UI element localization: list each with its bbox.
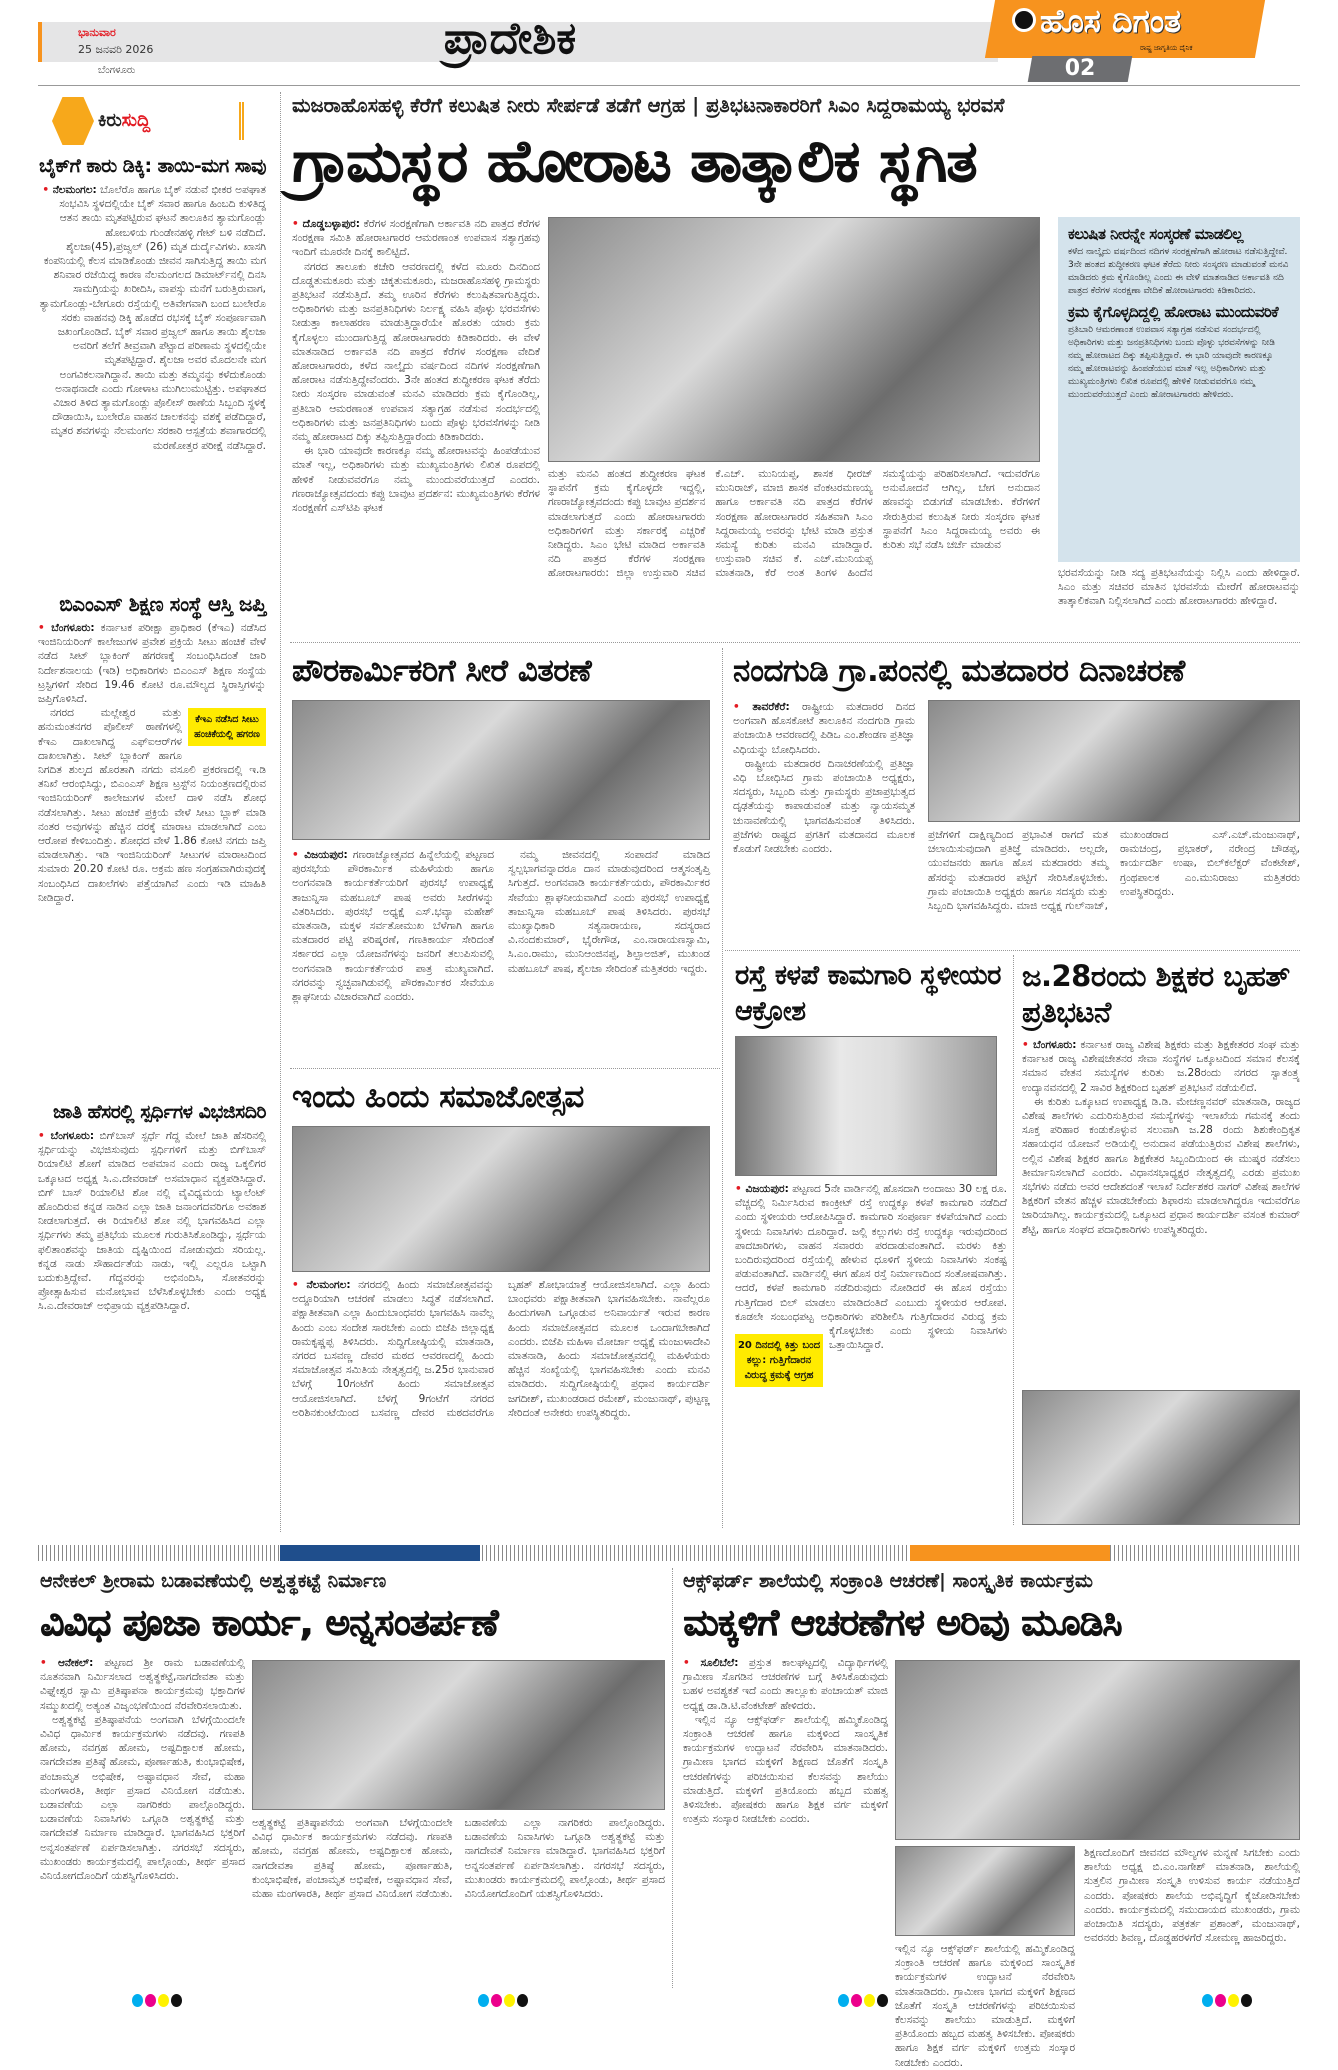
- oxford-body-col3: [895, 1942, 1075, 2069]
- header-accent-bar: [38, 22, 42, 62]
- lead-sidebar-box: [1058, 217, 1300, 562]
- jaati-body: [38, 1129, 266, 1528]
- paragraph: ರಾಷ್ಟ್ರೀಯ ಮತದಾರರ ದಿನದ ಅಂಗವಾಗಿ ಹೊಸಕೋಟೆ ತಾಲೂಕಿನ ನಂದಗುಡಿ ಗ್ರಾಮ ಪಂಚಾಯಿತಿ ಆವರಣದಲ್ಲಿ ಪಿಡಿಒ ಎಂ.ಶೇಂಡಣ ಪ್ರತಿಜ್ಞಾ ವಿಧಿಯನ್ನು ಬೋಧಿಸಿದರು.: [733, 701, 915, 756]
- paragraph: ಗಣರಾಜ್ಯೋತ್ಸವದ ಹಿನ್ನೆಲೆಯಲ್ಲಿ ಪಟ್ಟಣದ ಪುರಸಭೆಯ ಪೌರಕಾರ್ಮಿಕ ಮಹಿಳೆಯರು ಹಾಗೂ ಅಂಗನವಾಡಿ ಕಾರ್ಯಕರ್ತೆಯರಿಗೆ ಪುರಸಭೆ ಉಪಾಧ್ಯಕ್ಷೆ ತಾಜುನ್ನಿಸಾ ಮಹಬೂಬ್ ಪಾಷ ಅವರು ಸೀರೆಗಳನ್ನು ವಿತರಿಸಿದರು. ಪುರಸಭೆ ಅಧ್ಯಕ್ಷೆ ಎಸ್.ಭವ್ಯಾ ಮಹೇಶ್ ಮಾತನಾಡಿ, ಮಕ್ಕಳ ಸರ್ವತೋಮುಖ ಬೆಳೆಗಾಗಿ ಹಾಗೂ ಮತದಾರರ ಪಟ್ಟಿ ಪರಿಷ್ಕರಣೆ, ಗಣತಿಕಾರ್ಯ ಸೇರಿದಂತೆ ಸರ್ಕಾರದ ಎಲ್ಲಾ ಯೋಜನೆಗಳನ್ನು ಜನರಿಗೆ ತಲುಪಿಸುವಲ್ಲಿ ಅಂಗನವಾಡಿ ಕಾರ್ಯಕರ್ತೆಯರ ಪಾತ್ರ ಮುಖ್ಯವಾಗಿದೆ. ನಗರವನ್ನು ಸ್ವಚ್ಛವಾಗಿಡುವಲ್ಲಿ ಪೌರಕಾರ್ಮಿಕರ ಸೇವೆಯೂ ಶ್ಲಾಘನೀಯ ವಿಚಾರವಾಗಿದೆ ಎಂದರು.: [292, 849, 494, 1004]
- oxford-body-col2: [1084, 1846, 1300, 1988]
- registration-marks: [132, 1994, 182, 2007]
- dateline: • ಸೂಲಿಬೆಲೆ:: [683, 1657, 738, 1669]
- saree-body: [292, 848, 710, 1060]
- teachers-photo: [1022, 1390, 1300, 1525]
- paragraph: ಪಟ್ಟಣದ ಶ್ರೀ ರಾಮ ಬಡಾವಣೆಯಲ್ಲಿ ನೂತನವಾಗಿ ನಿರ್ಮಿಸಲಾದ ಅಶ್ವತ್ಥಕಟ್ಟೆ,ನಾಗದೇವತಾ ಮತ್ತು ವಿಘ್ನೇಶ್ವರ ಸ್ವಾಮಿ ಪ್ರತಿಷ್ಠಾಪನಾ ಕಾರ್ಯಕ್ರಮವು ಭಕ್ತಾದಿಗಳ ಸಮ್ಮುಖದಲ್ಲಿ ಅತ್ಯಂತ ವಿಜೃಂಭಣೆಯಿಂದ ನೆರವೇರಿಸಲಾಯಿತು.: [40, 1657, 245, 1712]
- separator-blue-block: [280, 1545, 480, 1561]
- kiru-suddhi-label: [98, 110, 210, 132]
- suddhi-label: ಸುದ್ದಿ: [121, 110, 151, 131]
- lead-kicker: ಮಜರಾಹೊಸಹಳ್ಳಿ ಕೆರೆಗೆ ಕಲುಷಿತ ನೀರು ಸೇರ್ಪಡೆ ತಡೆಗೆ ಆಗ್ರಹ | ಪ್ರತಿಭಟನಾಕಾರರಿಗೆ ಸಿಎಂ ಸಿದ್ದರಾಮಯ್ಯ ಭರವಸೆ: [292, 94, 1005, 117]
- registration-marks: [478, 1994, 528, 2007]
- paragraph: ನಗರದಲ್ಲಿ ಹಿಂದು ಸಮಾಜೋತ್ಸವವನ್ನು ಅದ್ದೂರಿಯಾಗಿ ಆಚರಣೆ ಮಾಡಲು ಸಿದ್ಧತೆ ನಡೆಸಲಾಗಿದೆ. ಪಕ್ಷಾತೀತವಾಗಿ ಎಲ್ಲಾ ಹಿಂದುಬಾಂಧವರು ಭಾಗವಹಿಸಿ ನಾವೆಲ್ಲ ಹಿಂದು ಎಂಬ ಸಂದೇಶ ಸಾರಬೇಕು ಎಂದು ಬಿಜೆಪಿ ಜಿಲ್ಲಾಧ್ಯಕ್ಷ ರಾಮಕೃಷ್ಣಪ್ಪ ತಿಳಿಸಿದರು. ಸುದ್ದಿಗೋಷ್ಠಿಯಲ್ಲಿ ಮಾತನಾಡಿ, ನಗರದ ಬಸವಣ್ಣ ದೇವರ ಮಠದ ಆವರಣದಲ್ಲಿ ಹಿಂದು ಸಮಾಜೋತ್ಸವ ಸಮಿತಿಯ ನೇತೃತ್ವದಲ್ಲಿ ಜ.25ರ ಭಾನುವಾರ ಬೆಳಗ್ಗೆ 10ಗಂಟೆಗೆ ಹಿಂದು ಸಮಾಜೋತ್ಸವ ಆಯೋಜಿಸಲಾಗಿದೆ. ಬೆಳಗ್ಗೆ 9ಗಂಟೆಗೆ ನಗರದ ಅರಿಶಿನಕುಂಟೆಯಿಂದ ಬಸವಣ್ಣ ದೇವರ ಮಠದವರೆಗೂ ಬೃಹತ್ ಶೋಭಾಯಾತ್ರೆ ಆಯೋಜಿಸಲಾಗಿದೆ. ಎಲ್ಲಾ ಹಿಂದು ಬಾಂಧವರು ಪಕ್ಷಾತೀತವಾಗಿ ಭಾಗವಹಿಸಬೇಕು. ನಾವೆಲ್ಲರೂ ಹಿಂದುಗಳಾಗಿ ಒಗ್ಗೂಡುವ ಅನಿವಾರ್ಯತೆ ಇರುವ ಕಾರಣ ಹಿಂದು ಸಮಾಜೋತ್ಸವದ ಮೂಲಕ ಒಂದಾಗಬೇಕಾಗಿದೆ ಎಂದರು. ಬಿಜೆಪಿ ಮಹಿಳಾ ಮೋರ್ಚಾ ಅಧ್ಯಕ್ಷೆ ಮಂಜುಳಾದೇವಿ ಮಾತನಾಡಿ, ಹಿಂದು ಸಮಾಜೋತ್ಸವದಲ್ಲಿ ಮಹಿಳೆಯರು ಹೆಚ್ಚಿನ ಸಂಖ್ಯೆಯಲ್ಲಿ ಭಾಗವಹಿಸಬೇಕು ಎಂದು ಮನವಿ ಮಾಡಿದರು. ಸುದ್ದಿಗೋಷ್ಠಿಯಲ್ಲಿ ಪ್ರಧಾನ ಕಾರ್ಯದರ್ಶಿ ಜಗದೀಶ್, ಮುಖಂಡರಾದ ರಮೇಶ್, ಮಂಜುನಾಥ್, ಪುಟ್ಟಣ್ಣ ಸೇರಿದಂತೆ ಅನೇಕರು ಉಪಸ್ಥಿತರಿದ್ದರು.: [292, 1279, 710, 1419]
- header-day: ಭಾನುವಾರ: [78, 26, 116, 39]
- accident-article: [38, 155, 266, 589]
- dateline: • ಆನೇಕಲ್:: [40, 1657, 93, 1669]
- saree-photo: [292, 700, 710, 840]
- dateline: • ನೆಲಮಂಗಲ:: [42, 184, 96, 196]
- paragraph: ಮತ್ತು ಮನವಿ ಹಂತದ ಶುದ್ಧೀಕರಣ ಘಟಕ ಸ್ಥಾಪನೆಗೆ ಕ್ರಮ ಕೈಗೊಳ್ಳದೇ ಇದ್ದಲ್ಲಿ, ಗಣರಾಜ್ಯೋತ್ಸವದಂದು ಕಪ್ಪು ಬಾವುಟ ಪ್ರದರ್ಶನ ಮಾಡಲಾಗುತ್ತದೆ ಎಂದು ಹೋರಾಟಗಾರರು ಅಧಿಕಾರಿಗಳಿಗೆ ಮತ್ತು ಸರ್ಕಾರಕ್ಕೆ ಎಚ್ಚರಿಕೆ ನೀಡಿದ್ದರು. ಸಿಎಂ ಭೇಟಿ ಮಾಡಿದ ಅರ್ಕಾವತಿ ನದಿ ಪಾತ್ರದ ಕೆರೆಗಳ ಸಂರಕ್ಷಣಾ ಹೋರಾಟಗಾರರು: ಜಿಲ್ಲಾ ಉಸ್ತುವಾರಿ ಸಚಿವ ಕೆ.ಎಚ್. ಮುನಿಯಪ್ಪ, ಶಾಸಕ ಧೀರಜ್ ಮುನಿರಾಜ್, ಮಾಜಿ ಶಾಸಕ ವೆಂಕಟರಮಣಯ್ಯ ಹಾಗೂ ಅರ್ಕಾವತಿ ನದಿ ಪಾತ್ರದ ಕೆರೆಗಳ ಸಂರಕ್ಷಣಾ ಹೋರಾಟಗಾರರ ಸಹಿತವಾಗಿ ಸಿಎಂ ಸಿದ್ದರಾಮಯ್ಯ ಅವರನ್ನು ಭೇಟಿ ಮಾಡಿ ಪ್ರಸ್ತುತ ಸಮಸ್ಯೆ ಕುರಿತು ಮನವಿ ಮಾಡಿದ್ದಾರೆ. ಉಸ್ತುವಾರಿ ಸಚಿವ ಕೆ. ಎಚ್.ಮುನಿಯಪ್ಪ ಮಾತನಾಡಿ, ಕೆರೆ ಅಂತ ತಿಂಗಳ ಹಿಂದೆನ ಸಮಸ್ಯೆಯನ್ನು ಪರಿಹರಿಸಲಾಗಿದೆ. ಇದುವರೆಗೂ ಅನುಮೋದನೆ ಆಗಿಲ್ಲ, ಬೇಗ ಅನುದಾನ ಹಣವನ್ನು ಬಿಡುಗಡೆ ಮಾಡಬೇಕು. ಕೆರೆಗಳಿಗೆ ಸೇರುತ್ತಿರುವ ಕಲುಷಿತ ನೀರು ಸಂಸ್ಕರಣ ಘಟಕ ಸ್ಥಾಪನೆಗೆ ಸಿಎಂ ಸಿದ್ದರಾಮಯ್ಯ ಅವರು ಈ ಕುರಿತು ಸಭೆ ನಡೆಸಿ ಚರ್ಚೆ ಮಾಡುವ: [548, 468, 1040, 580]
- sidebar-text: ಪ್ರತಿಬಾರಿ ಆಮರಣಾಂತ ಉಪವಾಸ ಸತ್ಯಾಗ್ರಹ ನಡೆಸುವ ಸಂದರ್ಭದಲ್ಲಿ ಅಧಿಕಾರಿಗಳು ಮತ್ತು ಜನಪ್ರತಿನಿಧಿಗಳು ಬಂದು ಪೊಳ್ಳು ಭರವಸೆಗಳನ್ನು ನೀಡಿ ನಮ್ಮ ಹೋರಾಟದ ದಿಕ್ಕು ತಪ್ಪಿಸುತ್ತಿದ್ದಾರೆ. ಈ ಭಾರಿ ಯಾವುದೇ ಕಾರಣಕ್ಕೂ ನಮ್ಮ ಹೋರಾಟವನ್ನು ಹಿಂಪಡೆಯುವ ಮಾತೆ ಇಲ್ಲ ಅಧಿಕಾರಿಗಳು ಮತ್ತು ಮುಖ್ಯಮಂತ್ರಿಗಳು ಲಿಖಿತ ರೂಪದಲ್ಲಿ ಹೇಳಿಕೆ ನೀಡುವವರೆಗೂ ನಮ್ಮ ಮುಂದುವರೆಯುತ್ತದೆ ಎಂದು ಹೋರಾಟಗಾರರು ಹೇಳಿದರು.: [1068, 325, 1275, 400]
- registration-marks: [1202, 1994, 1252, 2007]
- oxford-group-photo: [895, 1660, 1300, 1840]
- section-divider: [290, 1068, 720, 1069]
- paragraph: ಪಟ್ಟಣದ 5ನೇ ವಾರ್ಡಿನಲ್ಲಿ ಹೊಸದಾಗಿ ಅಂದಾಜು 30 ಲಕ್ಷ ರೂ. ವೆಚ್ಚದಲ್ಲಿ ನಿರ್ಮಿಸಿರುವ ಕಾಂಕ್ರೀಟ್ ರಸ್ತೆ ಉದ್ದಕ್ಕೂ ಕಳಪೆ ಕಾಮಗಾರಿ ನಡೆದಿದೆ ಎಂದು ಸ್ಥಳೀಯರು ಆರೋಪಿಸಿದ್ದಾರೆ. ಕಾಮಗಾರಿ ಸಂಪೂರ್ಣ ಕಳಪೆಯಾಗಿದೆ ಎಂದು ಸ್ಥಳೀಯ ನಿವಾಸಿಗಳು ದೂರಿದ್ದಾರೆ. ಜಲ್ಲಿ ಕಲ್ಲುಗಳು ರಸ್ತೆ ಉದ್ದಕ್ಕೂ ಇರುವುದರಿಂದ ಪಾದಚಾರಿಗಳು, ವಾಹನ ಸವಾರರು ಪರದಾಡುವಂತಾಗಿದೆ. ಮರಳು ಕಿತ್ತು ಬಂದಿರುವುದರಿಂದ ರಸ್ತೆಯಲ್ಲಿ ಹೇಳುವ ಧೂಳಿಗೆ ಸ್ಥಳೀಯ ನಿವಾಸಿಗಳು ಸಂಕಷ್ಟ ಪಡುವಂತಾಗಿದೆ. ವಾರ್ಡಿನಲ್ಲಿ ಈಗ ಹೊಸ ರಸ್ತೆ ನಿರ್ಮಾಣದಿಂದ ಸಂತೋಷವಾಗಿತ್ತು. ಆದರೆ, ಕಳಪೆ ಕಾಮಗಾರಿ ನಡೆದಿರುವುದು ನೋಡಿದರೆ ಈ ಹೊಸ ರಸ್ತೆಯು ಗುತ್ತಿಗೆದಾರ ಬಿಲ್ ಮಾಡಲು ಮಾಡಿದಂತಿದೆ ಎಂಬುದು ಸ್ಥಳೀಯರ ಆರೋಪ. ಕೂಡಲೇ ಸಂಬಂಧಪಟ್ಟ ಅಧಿಕಾರಿಗಳು ಪರಿಶೀಲಿಸಿ ಗುತ್ತಿಗೆದಾರನ ವಿರುದ್ಧ ಕ್ರಮ ಕೈಗೊಳ್ಳಬೇಕು ಎಂದು ಸ್ಥಳೀಯ ನಿವಾಸಿಗಳು ಒತ್ತಾಯಿಸಿದ್ದಾರೆ.: [735, 1183, 1008, 1352]
- column-divider: [672, 1568, 673, 1988]
- logo-emblem-icon: [1012, 8, 1036, 32]
- paragraph: ಬಿಗ್‌ಬಾಸ್ ಸ್ಪರ್ಧೆ ಗೆದ್ದ ಮೇಲೆ ಜಾತಿ ಹೆಸರಿನಲ್ಲಿ ಸ್ಪರ್ಧಿಯನ್ನು ವಿಭಜಿಸುವುದು ಸ್ಪರ್ಧಿಗಳಿಗೆ ಮತ್ತು ಬಿಗ್‌ಬಾಸ್ ರಿಯಾಲಿಟಿ ಶೋಗೆ ಮಾಡಿದ ಅಪಮಾನ ಎಂದು ರಾಜ್ಯ ಒಕ್ಕಲಿಗರ ಒಕ್ಕೂಟದ ಅಧ್ಯಕ್ಷ ಸಿ.ಎ.ದೇವರಾಜ್ ಅಸಮಾಧಾನ ವ್ಯಕ್ತಪಡಿಸಿದ್ದಾರೆ. ಬಿಗ್ ಬಾಸ್ ರಿಯಾಲಿಟಿ ಶೋ ನಲ್ಲಿ ವೈವಿಧ್ಯಮಯ ಟ್ಯಾಲೆಂಟ್ ಹೊಂದಿರುವ ಕನ್ನಡ ನಾಡಿನ ಎಲ್ಲಾ ಜಾತಿ ಜನಾಂಗದವರಿಗೂ ಅವಕಾಶ ನೀಡಲಾಗುತ್ತದೆ. ಈ ರಿಯಾಲಿಟಿ ಶೋ ನಲ್ಲಿ ಭಾಗವಹಿಸಿದ ಎಲ್ಲಾ ಸ್ಪರ್ಧಿಗಳು ತಮ್ಮ ಪ್ರತಿಭೆಯ ಮೂಲಕ ಗುರುತಿಸಿಕೊಂಡಿದ್ದು, ಸ್ಪರ್ಧೆಯ ಫಲಿತಾಂಶವನ್ನು ಜಾತಿಯ ದೃಷ್ಟಿಯಿಂದ ನೋಡುವುದು ಸರಿಯಲ್ಲ. ಕನ್ನಡ ನಾಡು ಸೌಹಾರ್ದತೆಯ ನಾಡು, ಇಲ್ಲಿ ಎಲ್ಲರೂ ಒಟ್ಟಾಗಿ ಬದುಕುತ್ತಿದ್ದೇವೆ. ಗೆದ್ದವರನ್ನು ಅಭಿನಂದಿಸಿ, ಸೋತವರನ್ನು ಪ್ರೋತ್ಸಾಹಿಸುವ ಮನೋಭಾವ ಬೆಳೆಸಿಕೊಳ್ಳಬೇಕು ಎಂದು ಅಧ್ಯಕ್ಷ ಸಿ.ಎ.ದೇವರಾಜ್ ಅಭಿಪ್ರಾಯ ವ್ಯಕ್ತಪಡಿಸಿದ್ದಾರೆ.: [38, 1130, 266, 1313]
- page-number: 02: [1064, 56, 1096, 81]
- paragraph: ಈ ಕುರಿತು ಒಕ್ಕೂಟದ ಉಪಾಧ್ಯಕ್ಷ ಡಿ.ಡಿ. ಮೇಚಣ್ಣನವರ್ ಮಾತನಾಡಿ, ರಾಜ್ಯದ ವಿಶೇಷ ಶಾಲೆಗಳು ಎದುರಿಸುತ್ತಿರುವ ಸಮಸ್ಯೆಗಳನ್ನು ಇಲಾಖೆಯ ಗಮನಕ್ಕೆ ತಂದು ಸೂಕ್ತ ಪರಿಹಾರ ಕಂಡುಕೊಳ್ಳುವ ಸಲುವಾಗಿ ಜ.28 ರಂದು ಶಿಶುಕೇಂದ್ರಿಕೃತ ಸಹಾಯಧನ ಯೋಜನೆ ಅಡಿಯಲ್ಲಿ ಅನುದಾನ ಪಡೆಯುತ್ತಿರುವ ವಿಶೇಷ ಶಾಲೆಗಳು, ಅಲ್ಲಿನ ವಿಶೇಷ ಶಿಕ್ಷಕರ ಹಾಗೂ ಶಿಕ್ಷಕೇತರ ಸಿಬ್ಬಂದಿಯಿಂದ ಈ ಮುಷ್ಕರ ನಡೆಸಲು ತೀರ್ಮಾನಿಸಲಾಗಿದೆ ಎಂದರು. ವಿಧಾನಸಭಾಧ್ಯಕ್ಷರ ನೇತೃತ್ವದಲ್ಲಿ ಎರಡು ಪ್ರಮುಖ ಸಭೆಗಳು ನಡೆದು ಅವರ ಆದೇಶದಂತೆ ಇಲಾಖೆ ನಿರ್ದೇಶಕರ ನಾಗರ್ ವಿಶೇಷ ಶಾಲೆಗಳ ಶಿಕ್ಷಕರಿಗೆ ವೇತನ ಹೆಚ್ಚಳ ಮಾಡಬೇಕೆಂದು ಶಿಫಾರಸು ಮಾಡಲಾಗಿದ್ದರೂ ಇದುವರೆಗೂ ಜಾರಿಯಾಗಿಲ್ಲ. ಕಾರ್ಯಕ್ರಮದಲ್ಲಿ ಒಕ್ಕೂಟದ ಪ್ರಧಾನ ಕಾರ್ಯದರ್ಶಿ ವಸಂತ ಕುಮಾರ್ ಶೆಟ್ಟಿ, ಹಾಗೂ ಸಂಘದ ಪದಾಧಿಕಾರಿಗಳು ಉಪಸ್ಥಿತರಿದ್ದರು.: [1022, 1095, 1300, 1236]
- kiru-suddhi-chevrons: [214, 102, 244, 140]
- paragraph: ಬೊಲೆರೊ ಹಾಗೂ ಬೈಕ್ ನಡುವೆ ಭೀಕರ ಅಪಘಾತ ಸಂಭವಿಸಿ ಸ್ಥಳದಲ್ಲಿಯೇ ಬೈಕ್ ಸವಾರ ಹಾಗೂ ಹಿಂಬದಿ ಕುಳಿತಿದ್ದ ಆತನ ತಾಯಿ ಮೃತಪಟ್ಟಿರುವ ಘಟನೆ ತಾಲೂಕಿನ ತ್ಯಾಮಗೊಂಡ್ಲು ಹೋಬಳಿಯ ಗುಂಡೇನಹಳ್ಳಿ ಗೇಟ್ ಬಳಿ ನಡೆದಿದೆ. ಶೈಲಜಾ(45),ಪ್ರಜ್ವಲ್ (26) ಮೃತ ದುರ್ದೈವಿಗಳು. ಖಾಸಗಿ ಕಂಪನಿಯಲ್ಲಿ ಕೆಲಸ ಮಾಡಿಕೊಂಡು ಜೀವನ ಸಾಗಿಸುತ್ತಿದ್ದ ತಾಯಿ ಮಗ ಶನಿವಾರ ರಜೆಯಿದ್ದ ಕಾರಣ ನೆಲಮಂಗಲದ ಡಿಮಾರ್ಟ್‌ನಲ್ಲಿ ದಿನಸಿ ಸಾಮಗ್ರಿಯನ್ನು ಖರೀದಿಸಿ, ವಾಪಸ್ಸು ಮನೆಗೆ ಬರುತ್ತಿರುವಾಗ, ತ್ಯಾಮಗೊಂಡ್ಲು-ಬೇಗೂರು ರಸ್ತೆಯಲ್ಲಿ ಅತಿವೇಗವಾಗಿ ಬಂದ ಬುಲೇರೊ ಸರಕು ವಾಹನವು ಡಿಕ್ಕಿ ಹೊಡೆದ ರಭಸಕ್ಕೆ ಬೈಕ್ ಸಂಪೂರ್ಣವಾಗಿ ಜಖಂಗೊಂಡಿದೆ. ಬೈಕ್ ಸವಾರ ಪ್ರಜ್ವಲ್ ಹಾಗೂ ತಾಯಿ ಶೈಲಜಾ ಅವರಿಗೆ ತಲೆಗೆ ತೀವ್ರವಾಗಿ ಪೆಟ್ಟಾದ ಪರಿಣಾಮ ಸ್ಥಳದಲ್ಲಿಯೇ ಮೃತಪಟ್ಟಿದ್ದಾರೆ. ಶೈಲಜಾ ಅವರ ಮೊದಲನೇ ಮಗ ಅಂಗವಿಕಲನಾಗಿದ್ದಾನೆ. ತಾಯಿ ಮತ್ತು ತಮ್ಮನನ್ನು ಕಳೆದುಕೊಂಡು ಅನಾಥನಾದೇ ಎಂದು ಗೋಳಾಟ ಮುಗಿಲುಮುಟ್ಟಿತ್ತು. ಅಪಘಾತದ ವಿಚಾರ ತಿಳಿದ ತ್ಯಾಮಗೊಂಡ್ಲು ಪೊಲೀಸ್ ಠಾಣೆಯ ಸಿಬ್ಬಂದಿ ಸ್ಥಳಕ್ಕೆ ದೌಡಾಯಿಸಿ, ಬುಲೇರೊ ವಾಹನ ಚಾಲಕನನ್ನು ವಶಕ್ಕೆ ಪಡೆದಿದ್ದಾರೆ, ಮೃತರ ಶವಗಳನ್ನು ನೆಲಮಂಗಲ ಸರಕಾರಿ ಆಸ್ಪತ್ರೆಯ ಶವಾಗಾರದಲ್ಲಿ ಮರಣೋತ್ತರ ಪರೀಕ್ಷೆ ನಡೆಸಿದ್ದಾರೆ.: [39, 184, 266, 452]
- anekal-ceremony-photo: [252, 1660, 665, 1810]
- lead-body-col2: [548, 467, 1040, 635]
- oxford-body-col1: [683, 1656, 888, 1996]
- oxford-headline: ಮಕ್ಕಳಿಗೆ ಆಚರಣೆಗಳ ಅರಿವು ಮೂಡಿಸಿ: [683, 1601, 1122, 1644]
- dateline: • ನೆಲಮಂಗಲ:: [292, 1279, 351, 1291]
- road-highlight-box: 20 ದಿನದಲ್ಲಿ ಕಿತ್ತು ಬಂದ ಕಲ್ಲು: ಗುತ್ತಿಗೆದಾರನ ವಿರುದ್ಧ ಕ್ರಮಕ್ಕೆ ಆಗ್ರಹ: [735, 1334, 823, 1387]
- teachers-article: [1022, 958, 1300, 1384]
- voters-body-col1: [733, 700, 915, 940]
- paragraph: ಶಿಕ್ಷಣದೊಂದಿಗೆ ಜೀವನದ ಮೌಲ್ಯಗಳ ಮನ್ನಣೆ ಸಿಗಬೇಕು ಎಂದು ಶಾಲೆಯ ಅಧ್ಯಕ್ಷ ಬಿ.ಎಂ.ನಾಗೇಶ್ ಮಾತನಾಡಿ, ಶಾಲೆಯಲ್ಲಿ ಸುತ್ತಲಿನ ಗ್ರಾಮೀಣ ಸಂಸ್ಕೃತಿ ಉಳಿಸುವ ಕಾರ್ಯ ನಡೆಯುತ್ತಿದೆ ಎಂದರು. ಪೋಷಕರು ಶಾಲೆಯ ಅಭಿವೃದ್ಧಿಗೆ ಕೈಜೋಡಿಸಬೇಕು ಎಂದರು. ಕಾರ್ಯಕ್ರಮದಲ್ಲಿ ಸಮುದಾಯದ ಮುಖಂಡರು, ಗ್ರಾಮ ಪಂಚಾಯಿತಿ ಸದಸ್ಯರು, ಪತ್ರಕರ್ತ ಪ್ರಶಾಂತ್, ಮಂಜುನಾಥ್, ಅವರನರು ಶಿವಣ್ಣ, ದೊಡ್ಡಹರಳಗೆರೆ ಸೋಮಣ್ಣ ಹಾಜರಿದ್ದರು.: [1084, 1847, 1300, 1945]
- bms-article: [38, 592, 266, 1088]
- jaati-headline: ಜಾತಿ ಹೆಸರಲ್ಲಿ ಸ್ಪರ್ಧಿಗಳ ವಿಭಜಿಸದಿರಿ: [53, 1101, 266, 1123]
- jaati-article: [38, 1100, 266, 1528]
- teachers-headline: ಜ.28ರಂದು ಶಿಕ್ಷಕರ ಬೃಹತ್ ಪ್ರತಿಭಟನೆ: [1022, 959, 1290, 1029]
- dateline: • ಬೆಂಗಳೂರು:: [1022, 1039, 1077, 1051]
- dateline: • ದೊಡ್ಡಬಳ್ಳಾಪುರ:: [292, 218, 360, 230]
- road-photo: [735, 1036, 997, 1176]
- paragraph: ಪ್ರಸ್ತುತ ಕಾಲಘಟ್ಟದಲ್ಲಿ ವಿದ್ಯಾರ್ಥಿಗಳಲ್ಲಿ ಗ್ರಾಮೀಣ ಸೊಗಡಿನ ಆಚರಣೆಗಳ ಬಗ್ಗೆ ತಿಳಿಸಿಕೊಡುವುದು ಬಹಳ ಅವಶ್ಯಕತೆ ಇದೆ ಎಂದು ತಾಲ್ಲೂಕು ಪಂಚಾಯತ್ ಮಾಜಿ ಅಧ್ಯಕ್ಷ ಡಾ.ಡಿ.ಟಿ.ವೆಂಕಟೇಶ್ ಹೇಳಿದರು.: [683, 1657, 888, 1712]
- anekal-body-col1: [40, 1656, 245, 1996]
- paragraph: ಈ ಭಾರಿ ಯಾವುದೇ ಕಾರಣಕ್ಕೂ ನಮ್ಮ ಹೋರಾಟವನ್ನು ಹಿಂಪಡೆಯುವ ಮಾತೆ ಇಲ್ಲ, ಅಧಿಕಾರಿಗಳು ಮತ್ತು ಮುಖ್ಯಮಂತ್ರಿಗಳು ಲಿಖಿತ ರೂಪದಲ್ಲಿ ಹೇಳಿಕೆ ನೀಡುವವರೆಗೂ ನಮ್ಮ ಮುಂದುವರೆಯುತ್ತದೆ ಎಂದರು. ಗಣರಾಜ್ಯೋತ್ಸವದಂದು ಕಪ್ಪು ಬಾವುಟ ಪ್ರದರ್ಶನ: ಮುಖ್ಯಮಂತ್ರಿಗಳು ಕೆರೆಗಳ ಸಂರಕ್ಷಣೆಗೆ ಎಸ್‌ಟಿಪಿ ಘಟಕ: [292, 445, 540, 515]
- paragraph: ಭರವಸೆಯನ್ನು ನೀಡಿ ಸದ್ಯ ಪ್ರತಿಭಟನೆಯನ್ನು ನಿಲ್ಲಿಸಿ ಎಂದು ಹೇಳಿದ್ದಾರೆ. ಸಿಎಂ ಮತ್ತು ಸಚಿವರ ಮಾತಿನ ಭರವಸೆಯ ಮೇರೆಗೆ ಹೋರಾಟವನ್ನು ತಾತ್ಕಾಲಿಕವಾಗಿ ನಿಲ್ಲಿಸಲಾಗಿದೆ ಎಂದು ಹೋರಾಟಗಾರರು ಹೇಳಿದ್ದಾರೆ.: [1058, 567, 1300, 608]
- road-body: [735, 1182, 1007, 1526]
- section-title: ಪ್ರಾದೇಶಿಕ: [443, 13, 577, 64]
- dateline: • ವಿಜಯಪುರ:: [735, 1183, 789, 1195]
- teachers-body: [1022, 1038, 1300, 1384]
- hindu-body: [292, 1278, 710, 1526]
- sidebar-text: ಕಳೆದ ನಾಲ್ಕೈದು ವರ್ಷದಿಂದ ನದಿಗಳ ಸಂರಕ್ಷಣೆಗಾಗಿ ಹೋರಾಟ ನಡೆಸುತ್ತಿದ್ದೇವೆ. 3ನೇ ಹಂತದ ಶುದ್ಧೀಕರಣ ಘಟಕ ತೆರೆದು ನೀರು ಸಂಸ್ಕರಣ ಮಾಡುವಂತೆ ಮನವಿ ಮಾಡಿದರು ಕ್ರಮ ಕೈಗೊಂಡಿಲ್ಲ ಎಂದು ಈ ವೇಳೆ ಮಾತನಾಡಿದ ಅರ್ಕಾವತಿ ನದಿ ಪಾತ್ರದ ಕೆರೆಗಳ ಸಂರಕ್ಷಣಾ ವೇದಿಕೆ ಹೋರಾಟಗಾರರು ಕಿಡಿಕಾರಿದರು.: [1068, 247, 1289, 296]
- hindu-press-meet-photo: [292, 1126, 710, 1272]
- registration-marks: [838, 1994, 888, 2007]
- separator-orange-block: [910, 1545, 1110, 1561]
- accident-body: [38, 183, 266, 589]
- paragraph: ಅಶ್ವತ್ಥಕಟ್ಟೆ ಪ್ರತಿಷ್ಠಾಪನೆಯ ಅಂಗವಾಗಿ ಬೆಳಗ್ಗೆಯಿಂದಲೇ ವಿವಿಧ ಧಾರ್ಮಿಕ ಕಾರ್ಯಕ್ರಮಗಳು ನಡೆದವು. ಗಣಪತಿ ಹೋಮ, ನವಗ್ರಹ ಹೋಮ, ಅಷ್ಟದಿಕ್ಪಾಲಕ ಹೋಮ, ನಾಗದೇವತಾ ಪ್ರತಿಷ್ಠೆ ಹೋಮ, ಪೂರ್ಣಾಹುತಿ, ಕುಂಭಾಭಿಷೇಕ, ಪಂಚಾಮೃತ ಅಭಿಷೇಕ, ಅಷ್ಟಾವಧಾನ ಸೇವೆ, ಮಹಾ ಮಂಗಳಾರತಿ, ತೀರ್ಥ ಪ್ರಸಾದ ವಿನಿಯೋಗ ನಡೆಯಿತು. ಬಡಾವಣೆಯ ಎಲ್ಲಾ ನಾಗರಿಕರು ಪಾಲ್ಗೊಂಡಿದ್ದರು. ಬಡಾವಣೆಯ ನಿವಾಸಿಗಳು ಒಗ್ಗೂಡಿ ಅಶ್ವತ್ಥಕಟ್ಟೆ ಮತ್ತು ನಾಗದೇವತೆ ನಿರ್ಮಾಣ ಮಾಡಿದ್ದಾರೆ. ಭಾಗವಹಿಸಿದ ಭಕ್ತರಿಗೆ ಅನ್ನಸಂತರ್ಪಣೆ ಏರ್ಪಡಿಸಲಾಗಿತ್ತು. ನಗರಸಭೆ ಸದಸ್ಯರು, ಮುಖಂಡರು ಕಾರ್ಯಕ್ರಮದಲ್ಲಿ ಪಾಲ್ಗೊಂಡು, ತೀರ್ಥ ಪ್ರಸಾದ ವಿನಿಯೋಗದೊಂದಿಗೆ ಯಶಸ್ವಿಗೊಳಿಸಿದರು.: [252, 1817, 665, 1901]
- dateline: • ವಿಜಯಪುರ:: [292, 849, 348, 861]
- sidebar-heading: ಕ್ರಮ ಕೈಗೊಳ್ಳದಿದ್ದಲ್ಲಿ ಹೋರಾಟ ಮುಂದುವರಿಕೆ: [1068, 303, 1279, 321]
- voters-photo: [928, 700, 1300, 822]
- paragraph: ಪ್ರಜೆಗಳಿಗೆ ದಾಕ್ಷಿಣ್ಯದಿಂದ ಪ್ರಭಾವಿತ ರಾಗದೆ ಮತ ಚಲಾಯಿಸುವುದಾಗಿ ಪ್ರತಿಜ್ಞೆ ಮಾಡಿದರು. ಅಲ್ಲದೇ, ಯುವಜನರು ಹಾಗೂ ಹೊಸ ಮತದಾರರು ತಮ್ಮ ಹೆಸರನ್ನು ಮತದಾರರ ಪಟ್ಟಿಗೆ ಸೇರಿಸಿಕೊಳ್ಳಬೇಕು. ಗ್ರಾಮ ಪಂಚಾಯಿತಿ ಅಧ್ಯಕ್ಷರು ಹಾಗೂ ಸದಸ್ಯರು ಮತ್ತು ಸಿಬ್ಬಂದಿ ಭಾಗವಹಿಸಿದ್ದರು. ಮಾಜಿ ಅಧ್ಯಕ್ಷ ಗುಲ್‌ನಾಜ್, ಮುಖಂಡರಾದ ಎಸ್.ಎಚ್.ಮಂಜುನಾಥ್, ರಾಮಚಂದ್ರ, ಪ್ರಭಾಕರ್, ನರೇಂದ್ರ ಚೌಡಪ್ಪ, ಕಾರ್ಯದರ್ಶಿ ಉಷಾ, ಬಿಲ್‌ಕಲೆಕ್ಟರ್ ವೆಂಕಟೇಶ್, ಗ್ರಂಥಪಾಲಕ ಎಂ.ಮುನಿರಾಜು ಮತ್ತಿತರರು ಉಪಸ್ಥಿತರಿದ್ದರು.: [928, 829, 1300, 913]
- kiru-suddhi-hand-icon: [52, 97, 94, 145]
- road-headline: ರಸ್ತೆ ಕಳಪೆ ಕಾಮಗಾರಿ ಸ್ಥಳೀಯರ ಆಕ್ರೋಶ: [735, 960, 1001, 1027]
- lead-body-tail: [1058, 566, 1300, 636]
- logo-tagline: ರಾಷ್ಟ್ರ ಜಾಗೃತಿಯ ದೈನಿಕ: [1140, 44, 1193, 52]
- voters-body-col2: [928, 828, 1300, 940]
- lead-photo-cm-meeting: [548, 217, 1040, 462]
- kiru-label: ಕಿರು: [98, 110, 122, 131]
- bms-headline: ಬಿಎಂಎಸ್ ಶಿಕ್ಷಣ ಸಂಸ್ಥೆ ಆಸ್ತಿ ಜಪ್ತಿ: [59, 592, 266, 616]
- column-divider: [280, 92, 281, 1532]
- road-article: [735, 958, 1007, 1526]
- dateline: • ಬೆಂಗಳೂರು:: [38, 622, 95, 634]
- oxford-rangoli-photo: [895, 1846, 1075, 1936]
- sidebar-heading: ಕಲುಷಿತ ನೀರನ್ನೇ ಸಂಸ್ಕರಣೆ ಮಾಡಲಿಲ್ಲ: [1068, 225, 1243, 243]
- hindu-headline: ಇಂದು ಹಿಂದು ಸಮಾಜೋತ್ಸವ: [292, 1079, 584, 1115]
- saree-headline: ಪೌರಕಾರ್ಮಿಕರಿಗೆ ಸೀರೆ ವಿತರಣೆ: [292, 653, 592, 689]
- dateline: • ತಾವರೆಕೆರೆ:: [733, 701, 790, 713]
- column-divider: [1013, 955, 1014, 1525]
- paragraph: ಇಲ್ಲಿನ ನ್ಯೂ ಆಕ್ಸ್‌ಫರ್ಡ್ ಶಾಲೆಯಲ್ಲಿ ಹಮ್ಮಿಕೊಂಡಿದ್ದ ಸಂಕ್ರಾಂತಿ ಆಚರಣೆ ಹಾಗೂ ಮಕ್ಕಳಿಂದ ಸಾಂಸ್ಕೃತಿಕ ಕಾರ್ಯಕ್ರಮಗಳ ಉದ್ಘಾಟನೆ ನೆರವೇರಿಸಿ ಮಾತನಾಡಿದರು. ಗ್ರಾಮೀಣ ಭಾಗದ ಮಕ್ಕಳಿಗೆ ಶಿಕ್ಷಣದ ಜೊತೆಗೆ ಸಂಸ್ಕೃತಿ ಆಚರಣೆಗಳನ್ನು ಪರಿಚಯಿಸುವ ಕೆಲಸವನ್ನು ಶಾಲೆಯು ಮಾಡುತ್ತಿದೆ. ಮಕ್ಕಳಿಗೆ ಪ್ರತಿಯೊಂದು ಹಬ್ಬದ ಮಹತ್ವ ತಿಳಿಸಬೇಕು. ಪೋಷಕರು ಹಾಗೂ ಶಿಕ್ಷಕ ವರ್ಗ ಮಕ್ಕಳಿಗೆ ಉತ್ತಮ ಸಂಸ್ಕಾರ ನೀಡಬೇಕು ಎಂದರು.: [683, 1713, 888, 1826]
- anekal-headline: ವಿವಿಧ ಪೂಜಾ ಕಾರ್ಯ, ಅನ್ನಸಂತರ್ಪಣೆ: [40, 1601, 498, 1644]
- anekal-body-col2: [252, 1816, 665, 1996]
- anekal-kicker: ಆನೇಕಲ್ ಶ್ರೀರಾಮ ಬಡಾವಣೆಯಲ್ಲಿ ಅಶ್ವತ್ಥಕಟ್ಟೆ ನಿರ್ಮಾಣ: [40, 1570, 387, 1592]
- newspaper-logo: ಹೊಸ ದಿಗಂತ: [1040, 2, 1182, 40]
- header-rule: [38, 85, 1300, 86]
- paragraph: ಅಶ್ವತ್ಥಕಟ್ಟೆ ಪ್ರತಿಷ್ಠಾಪನೆಯ ಅಂಗವಾಗಿ ಬೆಳಗ್ಗೆಯಿಂದಲೇ ವಿವಿಧ ಧಾರ್ಮಿಕ ಕಾರ್ಯಕ್ರಮಗಳು ನಡೆದವು. ಗಣಪತಿ ಹೋಮ, ನವಗ್ರಹ ಹೋಮ, ಅಷ್ಟದಿಕ್ಪಾಲಕ ಹೋಮ, ನಾಗದೇವತಾ ಪ್ರತಿಷ್ಠೆ ಹೋಮ, ಪೂರ್ಣಾಹುತಿ, ಕುಂಭಾಭಿಷೇಕ, ಪಂಚಾಮೃತ ಅಭಿಷೇಕ, ಅಷ್ಟಾವಧಾನ ಸೇವೆ, ಮಹಾ ಮಂಗಳಾರತಿ, ತೀರ್ಥ ಪ್ರಸಾದ ವಿನಿಯೋಗ ನಡೆಯಿತು. ಬಡಾವಣೆಯ ಎಲ್ಲಾ ನಾಗರಿಕರು ಪಾಲ್ಗೊಂಡಿದ್ದರು. ಬಡಾವಣೆಯ ನಿವಾಸಿಗಳು ಒಗ್ಗೂಡಿ ಅಶ್ವತ್ಥಕಟ್ಟೆ ಮತ್ತು ನಾಗದೇವತೆ ನಿರ್ಮಾಣ ಮಾಡಿದ್ದಾರೆ. ಭಾಗವಹಿಸಿದ ಭಕ್ತರಿಗೆ ಅನ್ನಸಂತರ್ಪಣೆ ಏರ್ಪಡಿಸಲಾಗಿತ್ತು. ನಗರಸಭೆ ಸದಸ್ಯರು, ಮುಖಂಡರು ಕಾರ್ಯಕ್ರಮದಲ್ಲಿ ಪಾಲ್ಗೊಂಡು, ತೀರ್ಥ ಪ್ರಸಾದ ವಿನಿಯೋಗದೊಂದಿಗೆ ಯಶಸ್ವಿಗೊಳಿಸಿದರು.: [40, 1713, 245, 1883]
- header-city: ಬೆಂಗಳೂರು: [98, 65, 136, 76]
- column-divider: [722, 648, 723, 1528]
- paragraph: ನಗರದ ಮಲ್ಲೇಶ್ವರ ಮತ್ತು ಹನುಮಂತನಗರ ಪೊಲೀಸ್ ಠಾಣೆಗಳಲ್ಲಿ ಕೆಇಎ ದಾಖಲಾಗಿದ್ದ ಎಫ್‌ಐಆರ್‌ಗಳ ದಾಖಲಾಗಿತ್ತು. ಸೀಟ್ ಬ್ಲಾಕಿಂಗ್ ಹಾಗೂ ನಿಗದಿತ ಶುಲ್ಕದ ಹೊರತಾಗಿ ನಗದು ವಸೂಲಿ ಪ್ರಕರಣದಲ್ಲಿ ಇ.ಡಿ ತನಿಖೆ ಆರಂಭಿಸಿದ್ದು, ಬಿಎಂಎಸ್ ಶಿಕ್ಷಣ ಟ್ರಸ್ಟ್‌ನ ನಿಯಂತ್ರಣದಲ್ಲಿರುವ ಇಂಜಿನಿಯರಿಂಗ್ ಕಾಲೇಜುಗಳ ಮೇಲೆ ದಾಳಿ ನಡೆಸಿ ಶೋಧ ನಡೆಸಲಾಗಿತ್ತು. ಸೀಟು ಹಂಚಿಕೆ ಪ್ರಕ್ರಿಯೆ ವೇಳೆ ಸೀಟು ಬ್ಲಾಕ್ ಮಾಡಿ ನಂತರ ಅವುಗಳನ್ನು ಹೆಚ್ಚಿನ ದರಕ್ಕೆ ಮಾರಾಟ ಮಾಡಲಾಗಿದೆ ಎಂಬ ಆರೋಪ ಕೇಳಿಬಂದಿತ್ತು. ಶೋಧದ ವೇಳೆ 1.86 ಕೋಟಿ ನಗದು ಜಪ್ತಿ ಮಾಡಲಾಗಿತ್ತು. ಇಡಿ ಇಂಜಿನಿಯರಿಂಗ್ ಸೀಟುಗಳ ಮಾರಾಟದಿಂದ ಸುಮಾರು 20.20 ಕೋಟಿ ರೂ. ಅಕ್ರಮ ಹಣ ಸಂಗ್ರಹವಾಗಿರುವುದಕ್ಕೆ ಸಂಬಂಧಿಸಿದ ದಾಖಲೆಗಳು ಪತ್ತೆಯಾಗಿವೆ ಎಂದು ಇಡಿ ಮಾಹಿತಿ ನೀಡಿದ್ದಾರೆ.: [38, 707, 266, 904]
- paragraph: ಕೆರೆಗಳ ಸಂರಕ್ಷಣೆಗಾಗಿ ಅರ್ಕಾವತಿ ನದಿ ಪಾತ್ರದ ಕೆರೆಗಳ ಸಂರಕ್ಷಣಾ ಸಮಿತಿ ಹೋರಾಟಗಾರರ ಆಮರಣಾಂತ ಉಪವಾಸ ಸತ್ಯಾಗ್ರಹವು ಇಂದಿಗೆ ಮೂರನೇ ದಿನಕ್ಕೆ ಕಾಲಿಟ್ಟಿದೆ.: [292, 218, 540, 259]
- oxford-kicker: ಆಕ್ಸ್‌ಫರ್ಡ್ ಶಾಲೆಯಲ್ಲಿ ಸಂಕ್ರಾಂತಿ ಆಚರಣೆ| ಸಾಂಸ್ಕೃತಿಕ ಕಾರ್ಯಕ್ರಮ: [683, 1570, 1093, 1592]
- section-separator-bar: [38, 1545, 1300, 1561]
- section-divider: [725, 950, 1300, 951]
- paragraph: ನಮ್ಮ ಜೀವನದಲ್ಲಿ ಸಂಪಾದನೆ ಮಾಡಿದ ಸ್ವಲ್ಪಭಾಗವನ್ನಾದರೂ ದಾನ ಮಾಡುವುದರಿಂದ ಆತ್ಮಸಂತೃಪ್ತಿ ಸಿಗುತ್ತದೆ. ಅಂಗನವಾಡಿ ಕಾರ್ಯಕರ್ತೆಯರು, ಪೌರಕಾರ್ಮಿಕರ ಸೇವೆಯು ಶ್ಲಾಘನೀಯವಾಗಿದೆ ಎಂದು ಪುರಸಭೆ ಉಪಾಧ್ಯಕ್ಷೆ ತಾಜುನ್ನಿಸಾ ಮಹಬೂಬ್ ಪಾಷ ತಿಳಿಸಿದರು. ಪುರಸಭೆ ಮುಖ್ಯಾಧಿಕಾರಿ ಸತ್ಯನಾರಾಯಣ, ಸದಸ್ಯರಾದ ವಿ.ನಂದಕುಮಾರ್, ಭೈರೇಗೌಡ, ಎಂ.ನಾರಾಯಣಸ್ವಾಮಿ, ಸಿ.ಎಂ.ರಾಮು, ಮುನಿಆಂಜಿನಪ್ಪ, ಶಿಲ್ಪಾಅಜಿತ್, ಮುಖಂಡ ಮಹಬೂಬ್ ಪಾಷ, ಶೈಲಜಾ ಸೇರಿದಂತೆ ಮತ್ತಿತರರು ಇದ್ದರು.: [508, 849, 710, 975]
- bms-body: [38, 621, 266, 1088]
- section-divider: [290, 642, 1300, 643]
- accident-headline: ಬೈಕ್‌ಗೆ ಕಾರು ಡಿಕ್ಕಿ: ತಾಯಿ-ಮಗ ಸಾವು: [39, 155, 266, 177]
- paragraph: ಕರ್ನಾಟಕ ರಾಜ್ಯ ವಿಶೇಷ ಶಿಕ್ಷಕರು ಮತ್ತು ಶಿಕ್ಷಕೇತರರ ಸಂಘ ಮತ್ತು ಕರ್ನಾಟಕ ರಾಜ್ಯ ವಿಶೇಷಚೇತನರ ಸೇವಾ ಸಂಸ್ಥೆಗಳ ಒಕ್ಕೂಟದಿಂದ ಸಮಾನ ಕೆಲಸಕ್ಕೆ ಸಮಾನ ವೇತನ ಸಮಸ್ಯೆಗಳ ಕುರಿತು ಜ.28ರಂದು ನಗರದ ಸ್ವಾತಂತ್ರ್ಯ ಉದ್ಯಾನವನದಲ್ಲಿ 2 ಸಾವಿರ ಶಿಕ್ಷಕರಿಂದ ಬೃಹತ್ ಪ್ರತಿಭಟನೆ ನಡೆಯಲಿದೆ.: [1022, 1039, 1301, 1094]
- voters-headline: ನಂದಗುಡಿ ಗ್ರಾ.ಪಂನಲ್ಲಿ ಮತದಾರರ ದಿನಾಚರಣೆ: [733, 653, 1185, 689]
- lead-body-col1: [292, 217, 540, 635]
- header-date: 25 ಜನವರಿ 2026: [78, 43, 154, 56]
- dateline: • ಬೆಂಗಳೂರು:: [38, 1130, 94, 1142]
- paragraph: ಇಲ್ಲಿನ ನ್ಯೂ ಆಕ್ಸ್‌ಫರ್ಡ್ ಶಾಲೆಯಲ್ಲಿ ಹಮ್ಮಿಕೊಂಡಿದ್ದ ಸಂಕ್ರಾಂತಿ ಆಚರಣೆ ಹಾಗೂ ಮಕ್ಕಳಿಂದ ಸಾಂಸ್ಕೃತಿಕ ಕಾರ್ಯಕ್ರಮಗಳ ಉದ್ಘಾಟನೆ ನೆರವೇರಿಸಿ ಮಾತನಾಡಿದರು. ಗ್ರಾಮೀಣ ಭಾಗದ ಮಕ್ಕಳಿಗೆ ಶಿಕ್ಷಣದ ಜೊತೆಗೆ ಸಂಸ್ಕೃತಿ ಆಚರಣೆಗಳನ್ನು ಪರಿಚಯಿಸುವ ಕೆಲಸವನ್ನು ಶಾಲೆಯು ಮಾಡುತ್ತಿದೆ. ಮಕ್ಕಳಿಗೆ ಪ್ರತಿಯೊಂದು ಹಬ್ಬದ ಮಹತ್ವ ತಿಳಿಸಬೇಕು. ಪೋಷಕರು ಹಾಗೂ ಶಿಕ್ಷಕ ವರ್ಗ ಮಕ್ಕಳಿಗೆ ಉತ್ತಮ ಸಂಸ್ಕಾರ ನೀಡಬೇಕು ಎಂದರು.: [895, 1943, 1075, 2069]
- paragraph: ನಗರದ ತಾಲೂಕು ಕಚೇರಿ ಆವರಣದಲ್ಲಿ ಕಳೆದ ಮೂರು ದಿನದಿಂದ ದೊಡ್ಡತುಮಕೂರು ಮತ್ತು ಚಿಕ್ಕತುಮಕೂರು, ಮಜರಾಹೊಸಹಳ್ಳಿ ಗ್ರಾಮಸ್ಥರು ಪ್ರತಿಭಟನೆ ನಡೆಸುತ್ತಿದೆ. ತಮ್ಮ ಊರಿನ ಕೆರೆಗಳು ಕಲುಷಿತವಾಗುತ್ತಿದ್ದರು. ಅಧಿಕಾರಿಗಳು ಮತ್ತು ಜನಪ್ರತಿನಿಧಿಗಳು ನಿರ್ಲಕ್ಷ್ಯ ವಹಿಸಿ ಪೊಳ್ಳು ಭರವಸೆಗಳು ನೀಡುತ್ತಾ ಕಾಲಾಹರಣ ಮಾಡುತ್ತಿದ್ದಾರೆಯೇ ಹೊರತು ಯಾರು ಕ್ರಮ ಕೈಗೊಳ್ಳಲು ಮುಂದಾಗುತ್ತಿದ್ದ ಹೋರಾಟಗಾರರು ಕಿಡಿಕಾರಿದರು. ಈ ವೇಳೆ ಮಾತನಾಡಿದ ಅರ್ಕಾವತಿ ನದಿ ಪಾತ್ರದ ಕೆರೆಗಳ ಸಂರಕ್ಷಣಾ ವೇದಿಕೆ ಹೋರಾಟಗಾರರು, ಕಳೆದ ನಾಲ್ಕೈದು ವರ್ಷದಿಂದ ನದಿಗಳ ಸಂರಕ್ಷಣೆಗಾಗಿ ಹೋರಾಟ ನಡೆಸುತ್ತಿದ್ದೇವೆಂದರು. 3ನೇ ಹಂತದ ಶುದ್ಧೀಕರಣ ಘಟಕ ತೆರೆದು ನೀರು ಸಂಸ್ಕರಣ ಮಾಡುವಂತೆ ಮನವಿ ಮಾಡಿದರು ಕ್ರಮ ಕೈಗೊಂಡಿಲ್ಲ, ಪ್ರತಿಬಾರಿ ಆಮರಣಾಂತ ಉಪವಾಸ ಸತ್ಯಾಗ್ರಹ ನಡೆಸುವ ಸಂದರ್ಭದಲ್ಲಿ ಅಧಿಕಾರಿಗಳು ಮತ್ತು ಜನಪ್ರತಿನಿಧಿಗಳು ಬಂದು ಪೊಳ್ಳು ಭರವಸೆಗಳನ್ನು ನೀಡಿ ನಮ್ಮ ಹೋರಾಟದ ದಿಕ್ಕು ತಪ್ಪಿಸುತ್ತಿದ್ದಾರೆಂದು ಕಿಡಿಕಾರಿದರು.: [292, 260, 540, 444]
- paragraph: ರಾಷ್ಟ್ರೀಯ ಮತದಾರರ ದಿನಾಚರಣೆಯಲ್ಲಿ ಪ್ರತಿಜ್ಞಾ ವಿಧಿ ಬೋಧಿಸಿದ ಗ್ರಾಮ ಪಂಚಾಯಿತಿ ಅಧ್ಯಕ್ಷರು, ಸದಸ್ಯರು, ಸಿಬ್ಬಂದಿ ಮತ್ತು ಗ್ರಾಮಸ್ಥರು ಪ್ರಜಾಪ್ರಭುತ್ವದ ದೃಢತೆಯನ್ನು ಕಾಪಾಡುವಂತೆ ಮತ್ತು ನ್ಯಾಯಸಮ್ಮತ ಚುನಾವಣೆಯಲ್ಲಿ ಭಾಗವಹಿಸುವಂತೆ ತಿಳಿಸಿದರು. ಪ್ರಜೆಗಳು ರಾಷ್ಟ್ರದ ಪ್ರಗತಿಗೆ ಮತದಾನದ ಮೂಲಕ ಕೊಡುಗೆ ನೀಡಬೇಕು ಎಂದರು.: [733, 757, 915, 856]
- paragraph: ಕರ್ನಾಟಕ ಪರೀಕ್ಷಾ ಪ್ರಾಧಿಕಾರ (ಕೆಇಎ) ನಡೆಸಿದ ಇಂಜಿನಿಯರಿಂಗ್ ಕಾಲೇಜುಗಳ ಪ್ರವೇಶ ಪ್ರಕ್ರಿಯೆ ಸೀಟು ಹಂಚಿಕೆ ವೇಳೆ ನಡೆದ ಸೀಟ್ ಬ್ಲಾಕಿಂಗ್ ಹಗರಣಕ್ಕೆ ಸಂಬಂಧಿಸಿದಂತೆ ಜಾರಿ ನಿರ್ದೇಶನಾಲಯ (ಇಡಿ) ಅಧಿಕಾರಿಗಳು ಬಿಎಂಎಸ್ ಶಿಕ್ಷಣ ಸಂಸ್ಥೆಯ ಟ್ರಸ್ಟಿಗಳಿಗೆ ಸೇರಿದ 19.46 ಕೋಟಿ ರೂ.ಮೌಲ್ಯದ ಸ್ಥಿರಾಸ್ತಿಗಳನ್ನು ಜಪ್ತಿಗೊಳಿಸಿದೆ.: [38, 622, 266, 706]
- lead-headline: ಗ್ರಾಮಸ್ಥರ ಹೋರಾಟ ತಾತ್ಕಾಲಿಕ ಸ್ಥಗಿತ: [292, 127, 977, 195]
- bms-highlight-box: ಕೆಇಎ ನಡೆಸಿದ ಸೀಟು ಹಂಚಿಕೆಯಲ್ಲಿ ಹಗರಣ: [188, 708, 266, 746]
